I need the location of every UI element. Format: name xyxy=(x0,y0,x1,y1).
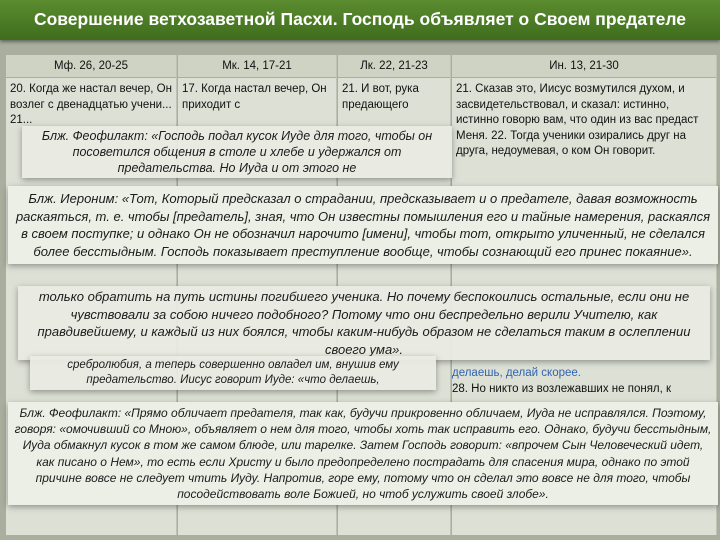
note-partial: сребролюбия, а теперь совершенно овладел им, внушив ему предательство. Иисус говорит Иуде: «что делаешь, xyxy=(30,356,436,390)
note-theophylact-1: Блж. Феофилакт: «Господь подал кусок Иуде для того, чтобы он посоветился общения в столе и хлебе и удержался от предательства. Но Иуда и от этого не xyxy=(22,126,452,178)
column-text: 17. Когда настал вечер, Он приходит с xyxy=(182,83,327,111)
column-heading: Мф. 26, 20-25 xyxy=(6,55,176,78)
john-verse-28: 28. Но никто из возлежавших не понял, к xyxy=(452,382,672,395)
note-theophylact-2: Блж. Феофилакт: «Прямо обличает предателя, так как, будучи прикровенно обличаем, Иуда не исправлялся. Поэтому, говоря: «омочивший со Мною», объявляет о нем для того, чтобы хоть так исправить его. Однако, будучи бесстыдным, Иуда обмакнул кусок в том же самом блюде, или тарелке. Затем Господь говорит: «впрочем Сын Человеческий идет, как писано о Нем», то есть если Христу и было предопределено пострадать для спасения мира, однако по этой причине вовсе не следует чтить Иуду. Напротив, горе ему, потому что он сделал это вовсе не для того, чтобы посодействовать воле Божией, но чтоб услужить своей злобе». xyxy=(8,402,718,505)
note-chrysostom: только обратить на путь истины погибшего ученика. Но почему беспокоились остальные, если они не чувствовали за собою ничего подобного? Потому что они беспредельно верили Учителю, как правдивейшему, и каждый из них боялся, чтобы каким-нибудь образом не сделаться таким в ослеплении своего ума». xyxy=(18,286,710,360)
john-continuation xyxy=(452,366,714,397)
column-heading: Ин. 13, 21-30 xyxy=(452,55,716,78)
note-jerome: Блж. Иероним: «Тот, Который предсказал о страдании, предсказывает и о предателе, давая возможность раскаяться, т. е. чтобы [предатель], зная, что Он известны помышления его и тайные намерения, раскаялся в своем поступке; и однако Он не обозначил нарочито [имени], чтобы тот, открыто уличенный, не сделался более бесстыдным. Господь показывает преступление вообще, чтобы сознающий его принес покаяние». xyxy=(8,186,718,264)
column-text: 21. И вот, рука предающего xyxy=(342,83,419,111)
john-highlight-link[interactable]: делаешь, делай скорее. xyxy=(452,367,581,379)
column-text: 21. Сказав это, Иисус возмутился духом, и засвидетельствовал, и сказал: истинно, истинно говорю вам, что один из вас предаст Меня. 22. Тогда ученики озирались друг на друга, недоумевая, о ком Он говорит. xyxy=(456,83,699,157)
column-heading: Мк. 14, 17-21 xyxy=(178,55,336,78)
column-text: 20. Когда же настал вечер, Он возлег с двенадцатью учени... 21... xyxy=(10,83,172,126)
column-heading: Лк. 22, 21-23 xyxy=(338,55,450,78)
slide-title: Совершение ветхозаветной Пасхи. Господь объявляет о Своем предателе xyxy=(0,0,720,40)
